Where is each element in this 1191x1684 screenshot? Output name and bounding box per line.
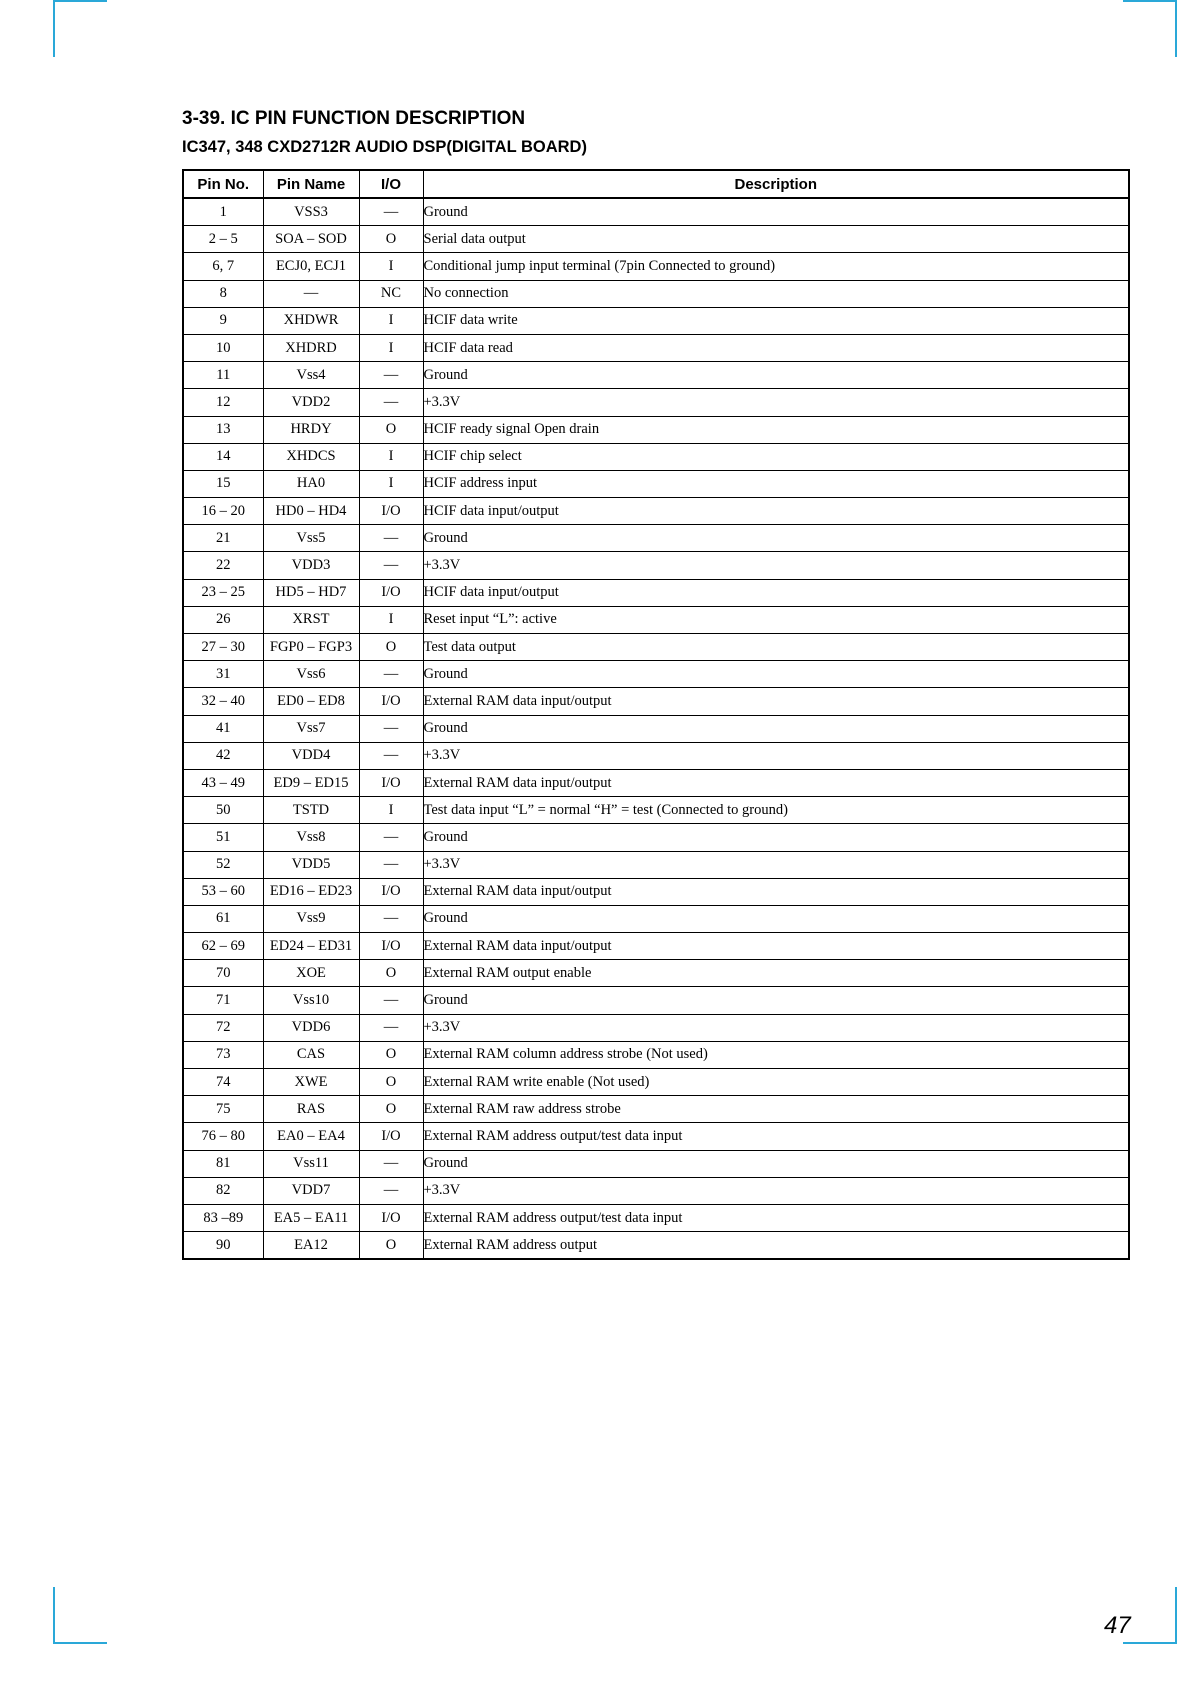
cell-pin-no: 12 bbox=[183, 389, 263, 416]
table-row bbox=[183, 715, 1129, 742]
table-row bbox=[183, 987, 1129, 1014]
cell-description: Ground bbox=[423, 987, 1129, 1014]
cell-pin-no: 16 – 20 bbox=[183, 498, 263, 525]
cell-pin-no: 41 bbox=[183, 715, 263, 742]
cell-description: HCIF ready signal Open drain bbox=[423, 416, 1129, 443]
cell-description: HCIF data write bbox=[423, 307, 1129, 334]
cell-io: — bbox=[359, 742, 423, 769]
table-row bbox=[183, 878, 1129, 905]
cell-pin-name: XHDCS bbox=[263, 443, 359, 470]
cell-pin-no: 27 – 30 bbox=[183, 634, 263, 661]
cell-description: External RAM data input/output bbox=[423, 688, 1129, 715]
header-pin-no: Pin No. bbox=[183, 170, 263, 198]
cell-pin-no: 22 bbox=[183, 552, 263, 579]
cell-pin-name: HRDY bbox=[263, 416, 359, 443]
cell-pin-no: 23 – 25 bbox=[183, 579, 263, 606]
cell-pin-name: EA12 bbox=[263, 1232, 359, 1260]
table-row bbox=[183, 1096, 1129, 1123]
cell-io: O bbox=[359, 1041, 423, 1068]
table-row bbox=[183, 824, 1129, 851]
cell-pin-no: 76 – 80 bbox=[183, 1123, 263, 1150]
table-body bbox=[183, 198, 1129, 1259]
table-row bbox=[183, 1150, 1129, 1177]
cell-io: — bbox=[359, 851, 423, 878]
cell-pin-no: 61 bbox=[183, 905, 263, 932]
cell-description: +3.3V bbox=[423, 552, 1129, 579]
cell-pin-no: 9 bbox=[183, 307, 263, 334]
cell-pin-name: VDD6 bbox=[263, 1014, 359, 1041]
cell-description: Ground bbox=[423, 198, 1129, 226]
cell-pin-name: XRST bbox=[263, 606, 359, 633]
cell-pin-no: 31 bbox=[183, 661, 263, 688]
cell-pin-name: SOA – SOD bbox=[263, 226, 359, 253]
table-row bbox=[183, 470, 1129, 497]
table-row bbox=[183, 1014, 1129, 1041]
cell-pin-name: VDD3 bbox=[263, 552, 359, 579]
cell-io: O bbox=[359, 226, 423, 253]
cell-io: — bbox=[359, 552, 423, 579]
cell-pin-name: — bbox=[263, 280, 359, 307]
cell-pin-name: Vss10 bbox=[263, 987, 359, 1014]
cell-io: I bbox=[359, 253, 423, 280]
cell-pin-no: 75 bbox=[183, 1096, 263, 1123]
table-header-row bbox=[183, 170, 1129, 198]
cell-pin-name: Vss9 bbox=[263, 905, 359, 932]
cell-pin-no: 51 bbox=[183, 824, 263, 851]
cell-description: Ground bbox=[423, 715, 1129, 742]
table-row bbox=[183, 389, 1129, 416]
cell-io: — bbox=[359, 824, 423, 851]
cell-io: I/O bbox=[359, 498, 423, 525]
cell-pin-name: Vss7 bbox=[263, 715, 359, 742]
cell-io: I/O bbox=[359, 878, 423, 905]
cell-description: Test data input “L” = normal “H” = test (Connected to ground) bbox=[423, 797, 1129, 824]
cell-pin-no: 2 – 5 bbox=[183, 226, 263, 253]
cell-pin-no: 53 – 60 bbox=[183, 878, 263, 905]
cell-pin-no: 81 bbox=[183, 1150, 263, 1177]
table-row bbox=[183, 1123, 1129, 1150]
table-row bbox=[183, 1041, 1129, 1068]
cell-description: +3.3V bbox=[423, 1177, 1129, 1204]
cell-pin-no: 11 bbox=[183, 362, 263, 389]
table-row bbox=[183, 688, 1129, 715]
cell-io: — bbox=[359, 198, 423, 226]
cell-pin-no: 83 –89 bbox=[183, 1204, 263, 1231]
cell-pin-name: VSS3 bbox=[263, 198, 359, 226]
cell-description: External RAM data input/output bbox=[423, 769, 1129, 796]
table-row bbox=[183, 307, 1129, 334]
cell-pin-name: XHDWR bbox=[263, 307, 359, 334]
cell-io: I/O bbox=[359, 688, 423, 715]
cell-io: I bbox=[359, 443, 423, 470]
cell-description: Conditional jump input terminal (7pin Connected to ground) bbox=[423, 253, 1129, 280]
cell-io: — bbox=[359, 525, 423, 552]
table-row bbox=[183, 334, 1129, 361]
cell-description: HCIF chip select bbox=[423, 443, 1129, 470]
cell-pin-no: 74 bbox=[183, 1069, 263, 1096]
crop-mark-top-left bbox=[53, 0, 107, 57]
cell-description: Ground bbox=[423, 824, 1129, 851]
cell-io: O bbox=[359, 1069, 423, 1096]
table-row bbox=[183, 905, 1129, 932]
cell-pin-no: 62 – 69 bbox=[183, 933, 263, 960]
cell-pin-name: Vss6 bbox=[263, 661, 359, 688]
cell-description: External RAM address output/test data input bbox=[423, 1123, 1129, 1150]
table-subtitle: IC347, 348 CXD2712R AUDIO DSP(DIGITAL BOARD) bbox=[182, 138, 587, 156]
cell-pin-name: ED24 – ED31 bbox=[263, 933, 359, 960]
cell-io: O bbox=[359, 634, 423, 661]
cell-pin-no: 70 bbox=[183, 960, 263, 987]
cell-pin-name: ED16 – ED23 bbox=[263, 878, 359, 905]
cell-pin-name: ED9 – ED15 bbox=[263, 769, 359, 796]
cell-pin-name: CAS bbox=[263, 1041, 359, 1068]
cell-pin-name: FGP0 – FGP3 bbox=[263, 634, 359, 661]
cell-description: External RAM write enable (Not used) bbox=[423, 1069, 1129, 1096]
cell-io: — bbox=[359, 905, 423, 932]
table-row bbox=[183, 443, 1129, 470]
cell-pin-name: Vss4 bbox=[263, 362, 359, 389]
cell-pin-name: EA5 – EA11 bbox=[263, 1204, 359, 1231]
cell-pin-no: 73 bbox=[183, 1041, 263, 1068]
table-row bbox=[183, 416, 1129, 443]
cell-io: I bbox=[359, 606, 423, 633]
cell-pin-no: 82 bbox=[183, 1177, 263, 1204]
cell-io: O bbox=[359, 960, 423, 987]
table-row bbox=[183, 253, 1129, 280]
table-row bbox=[183, 769, 1129, 796]
cell-description: Test data output bbox=[423, 634, 1129, 661]
cell-pin-no: 43 – 49 bbox=[183, 769, 263, 796]
table-row bbox=[183, 1069, 1129, 1096]
cell-pin-no: 52 bbox=[183, 851, 263, 878]
cell-description: No connection bbox=[423, 280, 1129, 307]
cell-pin-name: ED0 – ED8 bbox=[263, 688, 359, 715]
cell-io: O bbox=[359, 416, 423, 443]
cell-pin-name: TSTD bbox=[263, 797, 359, 824]
cell-pin-no: 90 bbox=[183, 1232, 263, 1260]
cell-description: External RAM output enable bbox=[423, 960, 1129, 987]
cell-description: HCIF data read bbox=[423, 334, 1129, 361]
cell-description: Serial data output bbox=[423, 226, 1129, 253]
cell-io: I bbox=[359, 334, 423, 361]
cell-pin-no: 8 bbox=[183, 280, 263, 307]
cell-io: — bbox=[359, 1014, 423, 1041]
cell-pin-name: XHDRD bbox=[263, 334, 359, 361]
table-row bbox=[183, 579, 1129, 606]
cell-pin-name: ECJ0, ECJ1 bbox=[263, 253, 359, 280]
cell-description: +3.3V bbox=[423, 742, 1129, 769]
table-row bbox=[183, 797, 1129, 824]
cell-pin-no: 15 bbox=[183, 470, 263, 497]
cell-pin-name: VDD5 bbox=[263, 851, 359, 878]
pin-function-table bbox=[182, 169, 1130, 1260]
table-row bbox=[183, 280, 1129, 307]
table-row bbox=[183, 1232, 1129, 1260]
section-title: 3-39. IC PIN FUNCTION DESCRIPTION bbox=[182, 108, 526, 129]
cell-pin-name: VDD7 bbox=[263, 1177, 359, 1204]
cell-pin-no: 1 bbox=[183, 198, 263, 226]
page-number: 47 bbox=[1104, 1612, 1131, 1639]
table-row bbox=[183, 362, 1129, 389]
cell-pin-no: 6, 7 bbox=[183, 253, 263, 280]
cell-io: I/O bbox=[359, 933, 423, 960]
cell-description: External RAM address output/test data input bbox=[423, 1204, 1129, 1231]
cell-io: I bbox=[359, 307, 423, 334]
header-pin-name: Pin Name bbox=[263, 170, 359, 198]
cell-pin-name: EA0 – EA4 bbox=[263, 1123, 359, 1150]
cell-pin-name: HD5 – HD7 bbox=[263, 579, 359, 606]
cell-description: Ground bbox=[423, 661, 1129, 688]
table-row bbox=[183, 851, 1129, 878]
cell-io: I/O bbox=[359, 769, 423, 796]
cell-pin-name: Vss11 bbox=[263, 1150, 359, 1177]
crop-mark-bottom-left bbox=[53, 1587, 107, 1644]
cell-pin-no: 10 bbox=[183, 334, 263, 361]
cell-pin-no: 14 bbox=[183, 443, 263, 470]
cell-io: I/O bbox=[359, 579, 423, 606]
cell-description: Reset input “L”: active bbox=[423, 606, 1129, 633]
cell-description: Ground bbox=[423, 905, 1129, 932]
cell-io: I/O bbox=[359, 1123, 423, 1150]
cell-pin-name: XWE bbox=[263, 1069, 359, 1096]
cell-pin-no: 21 bbox=[183, 525, 263, 552]
cell-description: HCIF data input/output bbox=[423, 498, 1129, 525]
header-description: Description bbox=[423, 170, 1129, 198]
table-row bbox=[183, 498, 1129, 525]
cell-io: — bbox=[359, 987, 423, 1014]
cell-pin-name: VDD4 bbox=[263, 742, 359, 769]
cell-pin-no: 71 bbox=[183, 987, 263, 1014]
cell-io: O bbox=[359, 1096, 423, 1123]
cell-pin-no: 42 bbox=[183, 742, 263, 769]
table-row bbox=[183, 960, 1129, 987]
cell-io: — bbox=[359, 362, 423, 389]
cell-pin-name: HD0 – HD4 bbox=[263, 498, 359, 525]
cell-io: — bbox=[359, 1150, 423, 1177]
cell-description: HCIF address input bbox=[423, 470, 1129, 497]
cell-pin-name: RAS bbox=[263, 1096, 359, 1123]
cell-pin-name: Vss8 bbox=[263, 824, 359, 851]
cell-io: — bbox=[359, 1177, 423, 1204]
table-row bbox=[183, 552, 1129, 579]
cell-description: External RAM data input/output bbox=[423, 933, 1129, 960]
cell-description: Ground bbox=[423, 525, 1129, 552]
table-row bbox=[183, 1177, 1129, 1204]
table-row bbox=[183, 634, 1129, 661]
cell-pin-no: 72 bbox=[183, 1014, 263, 1041]
cell-description: HCIF data input/output bbox=[423, 579, 1129, 606]
cell-pin-name: HA0 bbox=[263, 470, 359, 497]
table-row bbox=[183, 661, 1129, 688]
table-row bbox=[183, 742, 1129, 769]
crop-mark-bottom-right bbox=[1123, 1587, 1177, 1644]
cell-io: I bbox=[359, 797, 423, 824]
cell-description: +3.3V bbox=[423, 851, 1129, 878]
table-row bbox=[183, 933, 1129, 960]
cell-description: External RAM column address strobe (Not used) bbox=[423, 1041, 1129, 1068]
cell-pin-no: 13 bbox=[183, 416, 263, 443]
cell-io: I/O bbox=[359, 1204, 423, 1231]
cell-pin-no: 50 bbox=[183, 797, 263, 824]
header-io: I/O bbox=[359, 170, 423, 198]
cell-description: Ground bbox=[423, 362, 1129, 389]
cell-pin-name: XOE bbox=[263, 960, 359, 987]
table-row bbox=[183, 226, 1129, 253]
cell-description: External RAM raw address strobe bbox=[423, 1096, 1129, 1123]
table-row bbox=[183, 198, 1129, 226]
cell-description: Ground bbox=[423, 1150, 1129, 1177]
cell-io: — bbox=[359, 715, 423, 742]
cell-description: External RAM address output bbox=[423, 1232, 1129, 1260]
cell-pin-no: 32 – 40 bbox=[183, 688, 263, 715]
table-row bbox=[183, 606, 1129, 633]
cell-io: NC bbox=[359, 280, 423, 307]
crop-mark-top-right bbox=[1123, 0, 1177, 57]
cell-pin-no: 26 bbox=[183, 606, 263, 633]
cell-pin-name: VDD2 bbox=[263, 389, 359, 416]
cell-io: O bbox=[359, 1232, 423, 1260]
table-row bbox=[183, 1204, 1129, 1231]
cell-pin-name: Vss5 bbox=[263, 525, 359, 552]
cell-description: +3.3V bbox=[423, 1014, 1129, 1041]
cell-description: +3.3V bbox=[423, 389, 1129, 416]
cell-io: I bbox=[359, 470, 423, 497]
cell-io: — bbox=[359, 389, 423, 416]
table-row bbox=[183, 525, 1129, 552]
cell-description: External RAM data input/output bbox=[423, 878, 1129, 905]
cell-io: — bbox=[359, 661, 423, 688]
